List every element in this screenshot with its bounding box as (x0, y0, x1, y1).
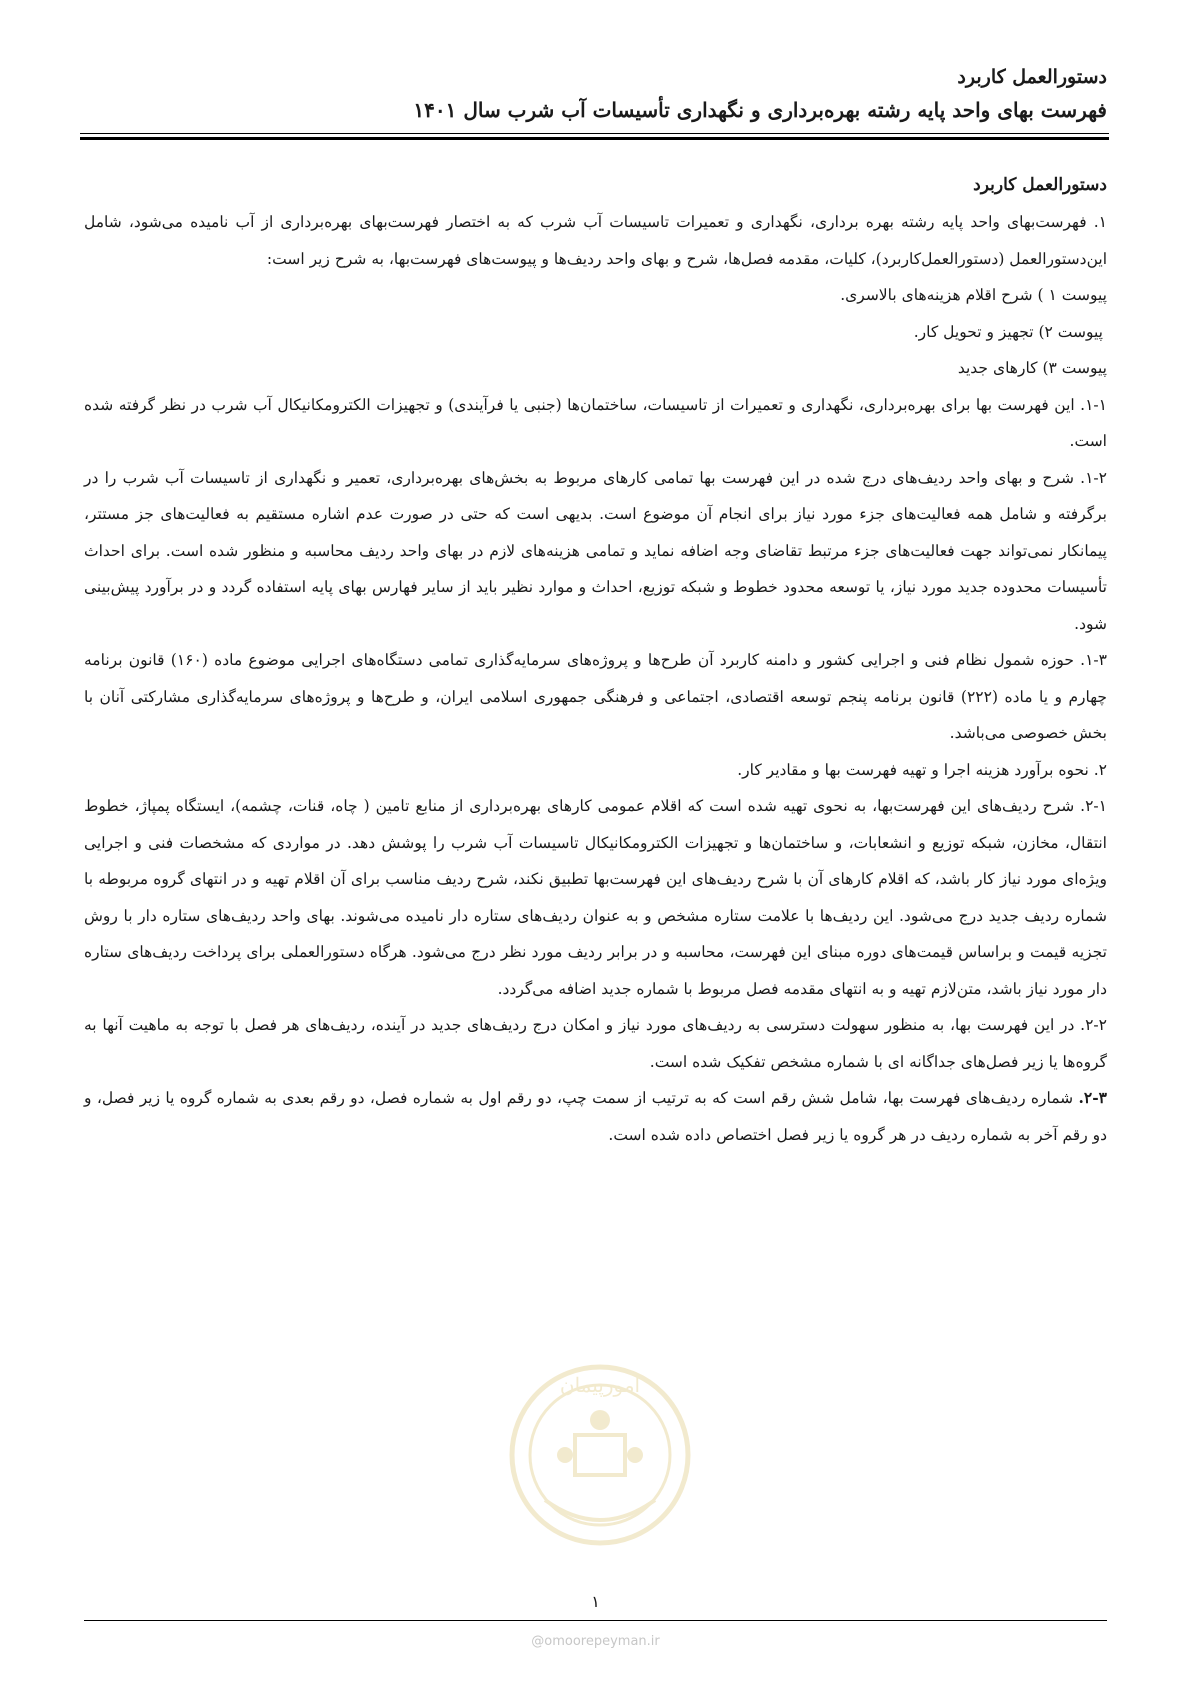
header-title: دستورالعمل کاربرد (957, 66, 1107, 88)
paragraph-2: ۲. نحوه برآورد هزینه اجرا و تهیه فهرست بها و مقادیر کار. (737, 760, 1107, 779)
header-rule-thin (80, 133, 1109, 134)
paragraph-1: ۱. فهرست‌بهای واحد پایه رشته بهره برداری، نگهداری و تعمیرات تاسیسات آب شرب که به اختصار فهرست‌بهای بهره‌برداری از آب نامیده می‌شود، شامل این‌دستورالعمل (دستورالعمل‌کاربرد)، کلیات، مقدمه فصل‌ها، شرح و بهای واحد ردیف‌ها و پیوست‌های فهرست‌بها، به شرح زیر است: (84, 213, 1107, 268)
paragraph-2-3-text: شماره ردیف‌های فهرست بها، شامل شش رقم است که به ترتیب از سمت چپ، دو رقم اول به شماره فصل، دو رقم بعدی به شماره گروه یا زیر فصل، و دو رقم آخر به شماره ردیف در هر گروه یا زیر فصل اختصاص داده شده است. (84, 1089, 1107, 1144)
document-body (84, 170, 1107, 1153)
page-header (82, 62, 1107, 128)
section-title: دستورالعمل کاربرد (973, 175, 1107, 195)
appendix-1: پیوست ۱ ) شرح اقلام هزینه‌های بالاسری. (840, 286, 1107, 304)
header-subtitle: فهرست بهای واحد پایه رشته بهره‌برداری و نگهداری تأسیسات آب شرب سال ۱۴۰۱ (413, 98, 1107, 122)
footer-rule (84, 1620, 1107, 1621)
paragraph-2-3 (84, 1080, 1107, 1153)
header-rule-thick (80, 137, 1109, 140)
seal-logo-icon (505, 1350, 695, 1560)
paragraph-2-2: ۲-۲. در این فهرست بها، به منظور سهولت دسترسی به ردیف‌های مورد نیاز و امکان درج ردیف‌های جدید در آینده، ردیف‌های هر فصل با توجه به ماهیت آنها به گروه‌ها یا زیر فصل‌های جداگانه ای با شماره مشخص تفکیک شده است. (84, 1016, 1107, 1071)
seal-lettering: امورپیمان (559, 1373, 641, 1397)
paragraph-1-3: ۱-۳. حوزه شمول نظام فنی و اجرایی کشور و دامنه کاربرد آن طرح‌ها و پروژه‌های سرمایه‌گذاری تمامی دستگاه‌های اجرایی موضوع ماده (۱۶۰) قانون برنامه چهارم و یا ماده (۲۲۲) قانون برنامه پنجم توسعه اقتصادی، اجتماعی و فرهنگی جمهوری اسلامی ایران، و طرح‌ها و پروژه‌های سرمایه‌گذاری مشارکتی آنان با بخش خصوصی می‌باشد. (84, 651, 1107, 742)
appendix-3: پیوست ۳) کارهای جدید (957, 359, 1107, 377)
paragraph-1-1: ۱-۱. این فهرست بها برای بهره‌برداری، نگهداری و تعمیرات از تاسیسات، ساختمان‌ها (جنبی یا فرآیندی) و تجهیزات الکترومکانیکال آب شرب در نظر گرفته شده است. (84, 395, 1107, 450)
paragraph-2-1: ۲-۱. شرح ردیف‌های این فهرست‌بها، به نحوی تهیه شده است که اقلام عمومی کارهای بهره‌برداری از منابع تامین ( چاه، قنات، چشمه)، ایستگاه پمپاژ، خطوط انتقال، مخازن، شبکه توزیع و انشعابات، و ساختمان‌ها و تجهیزات الکترومکانیکال تاسیسات آب شرب را پوشش دهد. در مواردی که مشخصات فنی و اجرایی ویژه‌ای مورد نیاز کار باشد، که اقلام کارهای آن با شرح ردیف‌های این فهرست‌بها تطبیق نکند، شرح ردیف مناسب برای آن اقلام تهیه و در انتهای گروه مربوطه با شماره ردیف جدید درج می‌شود. این ردیف‌ها با علامت ستاره مشخص و به عنوان ردیف‌های ستاره دار نامیده می‌شوند. بهای واحد ردیف‌های ستاره دار با روش تجزیه قیمت و براساس قیمت‌های دوره مبنای این فهرست، محاسبه و در برابر ردیف مورد نظر درج می‌شود. هرگاه دستورالعملی برای پرداخت ردیف‌های ستاره دار مورد نیاز باشد، متن‌لازم تهیه و به انتهای مقدمه فصل مربوط با شماره جدید اضافه می‌گردد. (84, 797, 1107, 998)
paragraph-1-2: ۱-۲. شرح و بهای واحد ردیف‌های درج شده در این فهرست بها تمامی کارهای مربوط به بخش‌های بهره‌برداری، تعمیر و نگهداری از تاسیسات آب شرب را در برگرفته و شامل همه فعالیت‌های جزء مورد نیاز برای انجام آن موضوع است. بدیهی است که حتی در صورت عدم اشاره مستقیم به فعالیت‌های جز مستتر، پیمانکار نمی‌تواند جهت فعالیت‌های جزء مرتبط تقاضای وجه اضافه نماید و تمامی هزینه‌های لازم در بهای واحد ردیف محاسبه و منظور شده است. برای احداث تأسیسات محدوده جدید مورد نیاز، یا توسعه محدود خطوط و شبکه توزیع، احداث و موارد نظیر باید از سایر فهارس بهای پایه استفاده گردد و در برآورد پیش‌بینی شود. (84, 468, 1107, 633)
footer-website: @omoorepeyman.ir (531, 1634, 660, 1649)
appendix-2: پیوست ۲) تجهیز و تحویل کار. (913, 322, 1103, 341)
paragraph-2-3-number: ۲-۳. (1078, 1088, 1107, 1107)
page-number: ۱ (591, 1592, 600, 1611)
